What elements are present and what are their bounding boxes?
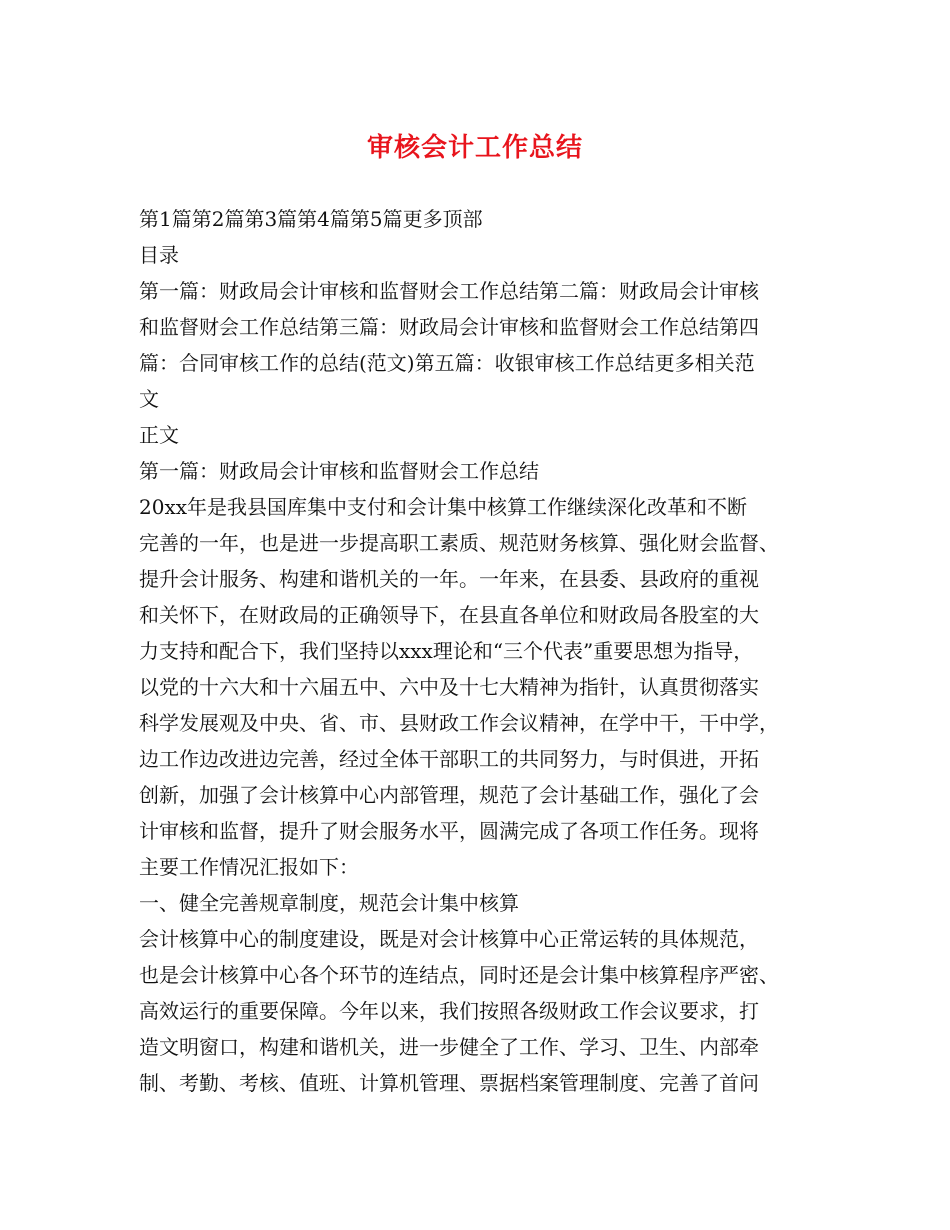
line-paragraph: 创新，加强了会计核算中心内部管理，规范了会计基础工作，强化了会: [139, 783, 759, 807]
document-title: 审核会计工作总结: [366, 133, 583, 163]
line-body-heading: 正文: [139, 423, 179, 447]
line-chapter-heading: 第一篇：财政局会计审核和监督财会工作总结: [139, 459, 539, 483]
line-paragraph: 力支持和配合下，我们坚持以xxx理论和“三个代表”重要思想为指导，: [139, 639, 754, 663]
line-paragraph: 会计核算中心的制度建设，既是对会计核算中心正常运转的具体规范，: [139, 927, 759, 951]
document-body: [139, 201, 819, 1101]
line-paragraph: 主要工作情况汇报如下：: [139, 855, 359, 879]
line-toc-heading: 目录: [139, 243, 179, 267]
line-paragraph: 制、考勤、考核、值班、计算机管理、票据档案管理制度、完善了首问: [139, 1071, 759, 1095]
line-paragraph: 和关怀下，在财政局的正确领导下，在县直各单位和财政局各股室的大: [139, 603, 759, 627]
line-paragraph: 完善的一年，也是进一步提高职工素质、规范财务核算、强化财会监督、: [139, 531, 779, 555]
line-toc-2: 和监督财会工作总结第三篇：财政局会计审核和监督财会工作总结第四: [139, 315, 759, 339]
line-paragraph: 以党的十六大和十六届五中、六中及十七大精神为指针，认真贯彻落实: [139, 675, 759, 699]
line-paragraph: 也是会计核算中心各个环节的连结点，同时还是会计集中核算程序严密、: [139, 963, 779, 987]
line-toc-1: 第一篇：财政局会计审核和监督财会工作总结第二篇：财政局会计审核: [139, 279, 759, 303]
line-paragraph: 科学发展观及中央、省、市、县财政工作会议精神，在学中干，干中学，: [139, 711, 779, 735]
line-paragraph: 边工作边改进边完善，经过全体干部职工的共同努力，与时俱进，开拓: [139, 747, 759, 771]
line-nav-links: 第1篇第2篇第3篇第4篇第5篇更多顶部: [139, 207, 483, 231]
line-paragraph: 20xx年是我县国库集中支付和会计集中核算工作继续深化改革和不断: [139, 495, 748, 519]
line-section-heading: 一、健全完善规章制度，规范会计集中核算: [139, 891, 519, 915]
line-paragraph: 高效运行的重要保障。今年以来，我们按照各级财政工作会议要求，打: [139, 999, 759, 1023]
line-toc-4: 文: [139, 387, 159, 411]
line-paragraph: 提升会计服务、构建和谐机关的一年。一年来，在县委、县政府的重视: [139, 567, 759, 591]
line-toc-3: 篇：合同审核工作的总结(范文)第五篇：收银审核工作总结更多相关范: [139, 351, 755, 375]
line-paragraph: 造文明窗口，构建和谐机关，进一步健全了工作、学习、卫生、内部牵: [139, 1035, 759, 1059]
line-paragraph: 计审核和监督，提升了财会服务水平，圆满完成了各项工作任务。现将: [139, 819, 759, 843]
